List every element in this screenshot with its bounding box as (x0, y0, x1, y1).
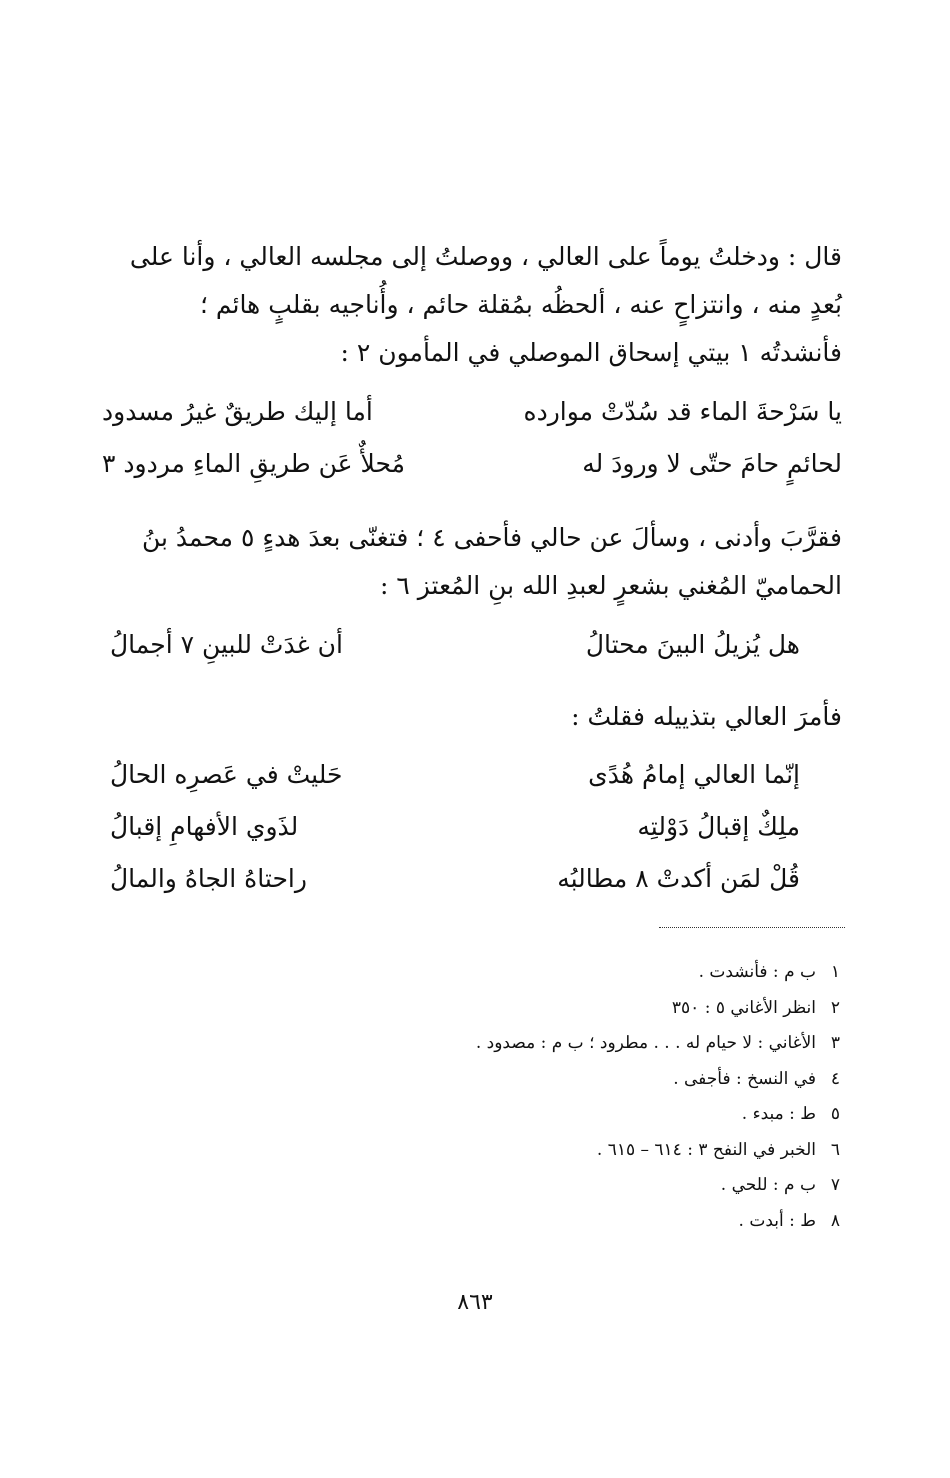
paragraph-2-line: فقرَّبَ وأدنى ، وسألَ عن حالي فأحفى ٤ ؛ فتغنّى بعدَ هدءٍ ٥ محمدُ بنُ (141, 523, 842, 552)
paragraph-3-line: فأمرَ العالي بتذييله فقلتُ : (571, 702, 842, 731)
paragraph-1 (102, 233, 842, 377)
verse-line (110, 748, 800, 800)
footnote (340, 1168, 840, 1204)
verse-hemistich-first: قُلْ لمَن أكدتْ ٨ مطالبُه (557, 863, 800, 893)
paragraph-2-line: الحماميّ المُغني بشعرٍ لعبدِ الله بنِ المُعتز ٦ : (379, 571, 842, 600)
footnote-text: الخبر في النفح ٣ : ٦١٤ – ٦١٥ . (596, 1139, 816, 1160)
footnote-divider (659, 927, 845, 928)
paragraph-1-line: قال : ودخلتُ يوماً على العالي ، ووصلتُ إلى مجلسه العالي ، وأنا على (129, 242, 842, 271)
footnote-text: ب م : للحي . (720, 1175, 816, 1195)
paragraph-1-line: فأنشدتُه ١ بيتي إسحاق الموصلي في المأمون ٢ : (340, 338, 842, 367)
footnote-text: في النسخ : فأجفى . (673, 1068, 816, 1089)
footnote-number: ١ (830, 962, 840, 982)
verse-hemistich-first: إنّما العالي إمامُ هُدًى (588, 759, 800, 789)
footnote-number: ٨ (830, 1210, 840, 1231)
footnote-number: ٤ (830, 1068, 840, 1089)
footnote-number: ٢ (830, 997, 840, 1018)
verse-line (110, 852, 800, 904)
verse-hemistich-second: لذَوي الأفهامِ إقبالُ (110, 811, 299, 841)
verse-hemistich-first: يا سَرْحةَ الماء قد سُدّتْ موارده (523, 396, 842, 426)
footnote-text: انظر الأغاني ٥ : ٣٥٠ (671, 997, 816, 1018)
verse-block-1 (102, 385, 842, 489)
verse-line (102, 437, 842, 489)
verse-hemistich-first: هل يُزيلُ البينَ محتالُ (585, 629, 800, 659)
verse-hemistich-second: مُحلأٌ عَن طريقِ الماءِ مردود ٣ (102, 448, 405, 478)
footnote (340, 1133, 840, 1169)
verse-hemistich-first: ملِكٌ إقبالُ دَوْلتِه (637, 811, 800, 841)
footnotes (340, 955, 840, 1239)
footnote (340, 1026, 840, 1062)
footnote (340, 1097, 840, 1133)
verse-hemistich-first: لحائمٍ حامَ حتّى لا ورودَ له (582, 448, 842, 478)
verse-block-2 (110, 618, 800, 670)
footnote-number: ٦ (830, 1139, 840, 1160)
page-number: ٨٦٣ (457, 1290, 493, 1315)
footnote-text: الأغاني : لا حيام له . . . مطرود ؛ ب م : مصدود . (475, 1033, 816, 1053)
verse-hemistich-second: أن غدَتْ للبينِ ٧ أجمالُ (110, 629, 343, 659)
footnote-text: ط : مبدء . (741, 1104, 816, 1124)
footnote (340, 1204, 840, 1240)
footnote-number: ٧ (830, 1175, 840, 1195)
verse-line (102, 385, 842, 437)
verse-line (110, 800, 800, 852)
paragraph-1-line: بُعدٍ منه ، وانتزاحٍ عنه ، ألحظُه بمُقلة حائم ، وأُناجيه بقلبٍ هائم ؛ (199, 290, 842, 319)
verse-hemistich-second: أما إليك طريقٌ غيرُ مسدود (102, 396, 373, 426)
paragraph-3 (102, 693, 842, 741)
footnote (340, 1062, 840, 1098)
footnote-number: ٥ (830, 1104, 840, 1124)
footnote-text: ط : أبدت . (738, 1210, 816, 1231)
footnote (340, 991, 840, 1027)
paragraph-2 (102, 514, 842, 610)
verse-hemistich-second: حَليتْ في عَصرِه الحالُ (110, 759, 343, 789)
footnote-text: ب م : فأنشدت . (698, 962, 816, 982)
footnote-number: ٣ (830, 1033, 840, 1053)
verse-block-3 (110, 748, 800, 904)
verse-hemistich-second: راحتاهُ الجاهُ والمالُ (110, 863, 307, 893)
verse-line (110, 618, 800, 670)
footnote (340, 955, 840, 991)
